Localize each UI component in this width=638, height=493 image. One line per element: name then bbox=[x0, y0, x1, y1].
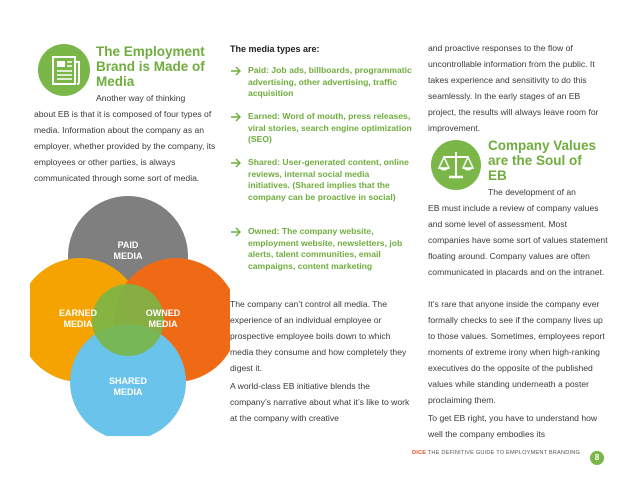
media-item-text: Earned: Word of mouth, press releases, viral stories, search engine optimization (SEO) bbox=[248, 111, 412, 145]
intro-paragraph: about EB is that it is composed of four types of media. Information about the company as an employer, whether provided by the company, its employees or other parties, is always communicated through some sort of media. bbox=[34, 109, 216, 183]
scale-icon bbox=[431, 140, 481, 190]
arrow-right-icon bbox=[230, 111, 242, 123]
venn-owned-label-2: MEDIA bbox=[148, 319, 178, 329]
section-heading-media: The Employment Brand is Made of Media bbox=[96, 44, 205, 89]
arrow-right-icon bbox=[230, 226, 242, 238]
irony-paragraph: It’s rare that anyone inside the company ever formally checks to see if the company lives up to those values. Sometimes, employees report moments of extreme irony when high-ranking executives do the opposite of the published values while standing underneath a poster proclaiming them. bbox=[428, 299, 605, 405]
values-first-line: The development of an bbox=[488, 187, 576, 197]
embody-paragraph: To get EB right, you have to understand how well the company embodies its bbox=[428, 413, 598, 439]
page-number: 8 bbox=[590, 451, 604, 465]
venn-paid-label-1: PAID bbox=[117, 240, 139, 250]
arrow-right-icon bbox=[230, 65, 242, 77]
venn-owned-label-1: OWNED bbox=[145, 308, 181, 318]
control-paragraph: The company can’t control all media. The experience of an individual employee or prospective employee boils down to which media they consume and how completely they digest it. bbox=[230, 299, 407, 373]
venn-shared-label-1: SHARED bbox=[108, 376, 148, 386]
media-types-title: The media types are: bbox=[230, 44, 320, 54]
media-item-text: Paid: Job ads, billboards, programmatic advertising, other advertising, traffic acquisition bbox=[248, 65, 412, 99]
venn-paid-label-2: MEDIA bbox=[113, 251, 143, 261]
newspaper-icon bbox=[38, 44, 90, 96]
scale-icon-badge bbox=[431, 140, 481, 190]
venn-earned-label-2: MEDIA bbox=[63, 319, 93, 329]
section-heading-values: Company Values are the Soul of EB bbox=[488, 138, 597, 183]
flow-paragraph: and proactive responses to the flow of uncontrollable information from the public. It takes experience and sensitivity to do this seamlessly. In the early stages of an EB project, the results will always leave room for improvement. bbox=[428, 43, 599, 133]
values-paragraph: EB must include a review of company values and some level of assessment. Most companies have some sort of values statement floating around. Company values are often communicated in placards and on the intranet. bbox=[428, 203, 608, 277]
footer-brand: DICE bbox=[411, 450, 427, 456]
page-footer bbox=[400, 450, 580, 456]
media-item-text: Owned: The company website, employment website, newsletters, job alerts, talent communities, email campaigns, content marketing bbox=[248, 226, 403, 271]
footer-title: THE DEFINITIVE GUIDE TO EMPLOYMENT BRANDING bbox=[427, 450, 580, 456]
intro-first-line: Another way of thinking bbox=[96, 93, 186, 103]
arrow-right-icon bbox=[230, 157, 242, 169]
venn-earned-label-1: EARNED bbox=[58, 308, 98, 318]
media-venn-diagram bbox=[30, 196, 230, 436]
blend-paragraph: A world-class EB initiative blends the company’s narrative about what it’s like to work at the company with creative bbox=[230, 381, 410, 423]
media-item-text: Shared: User-generated content, online reviews, internal social media initiatives. (Shared implies that the company can be proactive in social) bbox=[248, 157, 409, 202]
venn-shared-label-2: MEDIA bbox=[113, 387, 143, 397]
newspaper-icon-badge bbox=[38, 44, 90, 96]
